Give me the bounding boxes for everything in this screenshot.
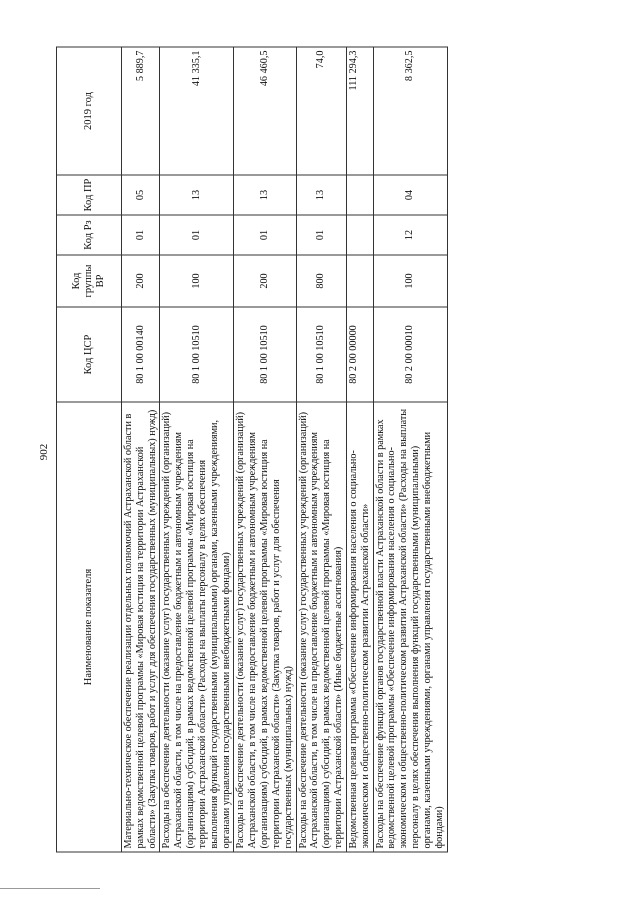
row-vr: 100 <box>160 255 234 307</box>
table-row <box>346 47 373 852</box>
row-value: 41 335,1 <box>160 47 234 175</box>
row-csr: 80 1 00 00140 <box>122 307 160 402</box>
row-pr: 05 <box>122 175 160 215</box>
header-vr: Код группы ВР <box>57 255 122 307</box>
row-csr: 80 1 00 10510 <box>296 307 346 402</box>
row-name: Ведомственная целевая программа «Обеспечение информирования населения о социально-экономическом и общественно-политическом развитии Астраханской области» <box>346 402 373 852</box>
row-rz: 01 <box>234 215 296 255</box>
rotated-table-container <box>56 48 536 853</box>
table-row <box>296 47 346 852</box>
header-year: 2019 год <box>57 47 122 175</box>
row-pr: 13 <box>296 175 346 215</box>
row-value: 5 889,7 <box>122 47 160 175</box>
row-csr: 80 1 00 10510 <box>234 307 296 402</box>
page-number: 902 <box>38 443 50 461</box>
row-vr: 200 <box>122 255 160 307</box>
header-csr: Код ЦСР <box>57 307 122 402</box>
table-row <box>160 47 234 852</box>
row-rz: 01 <box>122 215 160 255</box>
row-pr: 04 <box>373 175 447 215</box>
header-pr: Код ПР <box>57 175 122 215</box>
row-vr: 100 <box>373 255 447 307</box>
row-value: 46 460,5 <box>234 47 296 175</box>
header-rz: Код Рз <box>57 215 122 255</box>
row-name: Расходы на обеспечение деятельности (оказание услуг) государственных учреждений (организаций) Астраханской области, в том числе на предоставление бюджетным и автономным учреждениям (организациям) субсидий, в рамках ведомственной целевой программы «Мировая юстиция на территории Астраханской области» (Закупка товаров, работ и услуг для обеспечения государственных (муниципальных) нужд) <box>234 402 296 852</box>
row-rz: 01 <box>296 215 346 255</box>
row-value: 74,0 <box>296 47 346 175</box>
row-vr: 800 <box>296 255 346 307</box>
row-name: Материально-техническое обеспечение реализации отдельных полномочий Астраханской области в рамках ведомственной целевой программы «Мировая юстиция на территории Астраханской области» (Закупка товаров, работ и услуг для обеспечения государственных (муниципальных) нужд) <box>122 402 160 852</box>
row-pr: 13 <box>160 175 234 215</box>
row-csr: 80 2 00 00010 <box>373 307 447 402</box>
row-name: Расходы на обеспечение функций органов государственной власти Астраханской области в рамках ведомственной целевой программы «Обеспечение информирования населения о социально-экономическом и общественно-политическом развитии Астраханской области» (Расходы на выплаты персоналу в целях обеспечения выполнения функций государственными (муниципальными) органами, казенными учреждениями, органами управления государственными внебюджетными фондами) <box>373 402 447 852</box>
table-row <box>234 47 296 852</box>
row-value: 111 294,3 <box>346 47 373 175</box>
row-rz: 12 <box>373 215 447 255</box>
table-row <box>122 47 160 852</box>
budget-table <box>56 47 448 853</box>
header-name: Наименование показателя <box>57 402 122 852</box>
row-rz: 01 <box>160 215 234 255</box>
bottom-rule <box>0 888 100 889</box>
table-row <box>373 47 447 852</box>
table-header-row <box>57 47 122 852</box>
row-pr <box>346 175 373 215</box>
row-name: Расходы на обеспечение деятельности (оказание услуг) государственных учреждений (организаций) Астраханской области, в том числе на предоставление бюджетным и автономным учреждениям (организациям) субсидий, в рамках ведомственной целевой программы «Мировая юстиция на территории Астраханской области» (Расходы на выплаты персоналу в целях обеспечения выполнения функций государственными (муниципальными) органами, казенными учреждениями, органами управления государственными внебюджетными фондами) <box>160 402 234 852</box>
row-vr <box>346 255 373 307</box>
row-vr: 200 <box>234 255 296 307</box>
row-csr: 80 1 00 10510 <box>160 307 234 402</box>
row-name: Расходы на обеспечение деятельности (оказание услуг) государственных учреждений (организаций) Астраханской области, в том числе на предоставление бюджетным и автономным учреждениям (организациям) субсидий, в рамках ведомственной целевой программы «Мировая юстиция на территории Астраханской области» (Иные бюджетные ассигнования) <box>296 402 346 852</box>
row-csr: 80 2 00 00000 <box>346 307 373 402</box>
row-rz <box>346 215 373 255</box>
row-value: 8 362,5 <box>373 47 447 175</box>
row-pr: 13 <box>234 175 296 215</box>
